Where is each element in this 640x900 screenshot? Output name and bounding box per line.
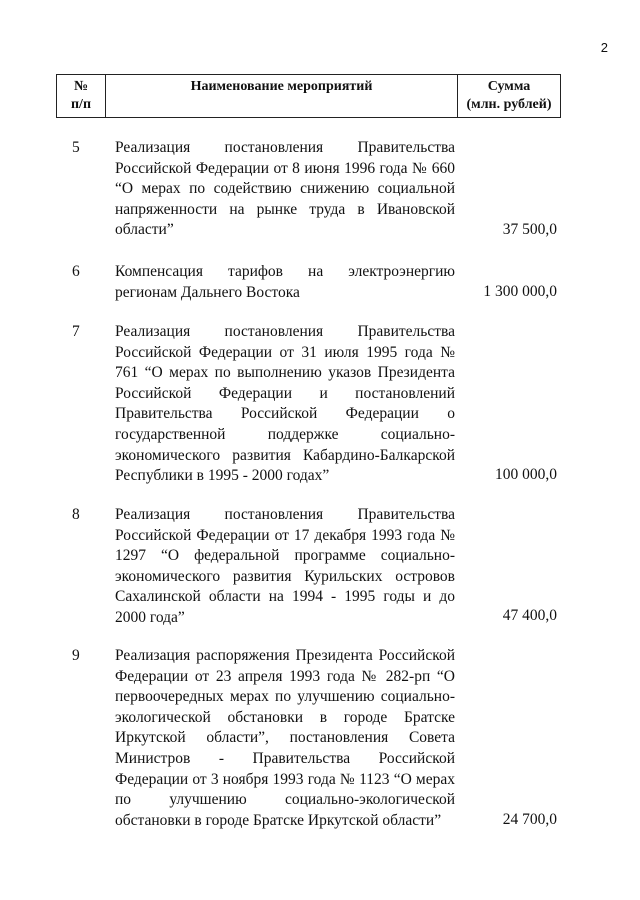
row-number: 6: [72, 263, 80, 280]
row-description: Компенсация тарифов на электроэнергию регионам Дальнего Востока: [115, 263, 455, 301]
header-sum-label: Сумма: [487, 79, 531, 94]
row-number: 7: [72, 323, 80, 340]
header-number-symbol: №: [73, 79, 89, 94]
header-cell-number: [57, 75, 106, 117]
row-description: Реализация постановления Правительства Российской Федерации от 31 июля 1995 года № 761 “О мерах по выполнению указов Президента Российской Федерации и постановлений Правительства Российской Федерации о государственной поддержке социально-экономического развития Кабардино-Балкарской Республики в 1995 - 2000 годах”: [115, 323, 455, 485]
table-row: [56, 322, 561, 485]
table-header: [56, 74, 561, 118]
header-sum-unit: (млн. рублей): [466, 97, 552, 112]
row-number: 5: [72, 139, 80, 156]
row-description: Реализация распоряжения Президента Российской Федерации от 23 апреля 1993 года № 282-рп “О первоочередных мерах по улучшению социально-экологической обстановки в городе Братске Иркутской области”, постановления Совета Министров - Правительства Российской Федерации от 3 ноября 1993 года № 1123 “О мерах по улучшению социально-экологической обстановки в городе Братске Иркутской области”: [115, 647, 455, 829]
header-number-abbrev: п/п: [70, 97, 92, 112]
page-number: 2: [600, 40, 608, 55]
row-amount: 37 500,0: [502, 221, 557, 238]
row-description: Реализация постановления Правительства Российской Федерации от 8 июня 1996 года № 660 “О мерах по содействию снижению социальной напряженности на рынке труда в Ивановской области”: [115, 139, 455, 239]
header-cell-name: [106, 75, 458, 117]
row-description: Реализация постановления Правительства Российской Федерации от 17 декабря 1993 года № 1297 “О федеральной программе социально-экономического развития Курильских островов Сахалинской области на 1994 - 1995 годы и до 2000 года”: [115, 506, 455, 626]
header-name-label: Наименование мероприятий: [190, 79, 373, 94]
header-cell-sum: [458, 75, 560, 117]
table-row: [56, 262, 561, 304]
row-amount: 1 300 000,0: [483, 283, 557, 300]
row-amount: 24 700,0: [502, 811, 557, 828]
table-row: [56, 138, 561, 242]
row-number: 8: [72, 506, 80, 523]
table-row: [56, 505, 561, 630]
row-amount: 100 000,0: [495, 466, 557, 483]
row-number: 9: [72, 647, 80, 664]
row-amount: 47 400,0: [502, 607, 557, 624]
table-row: [56, 646, 561, 831]
